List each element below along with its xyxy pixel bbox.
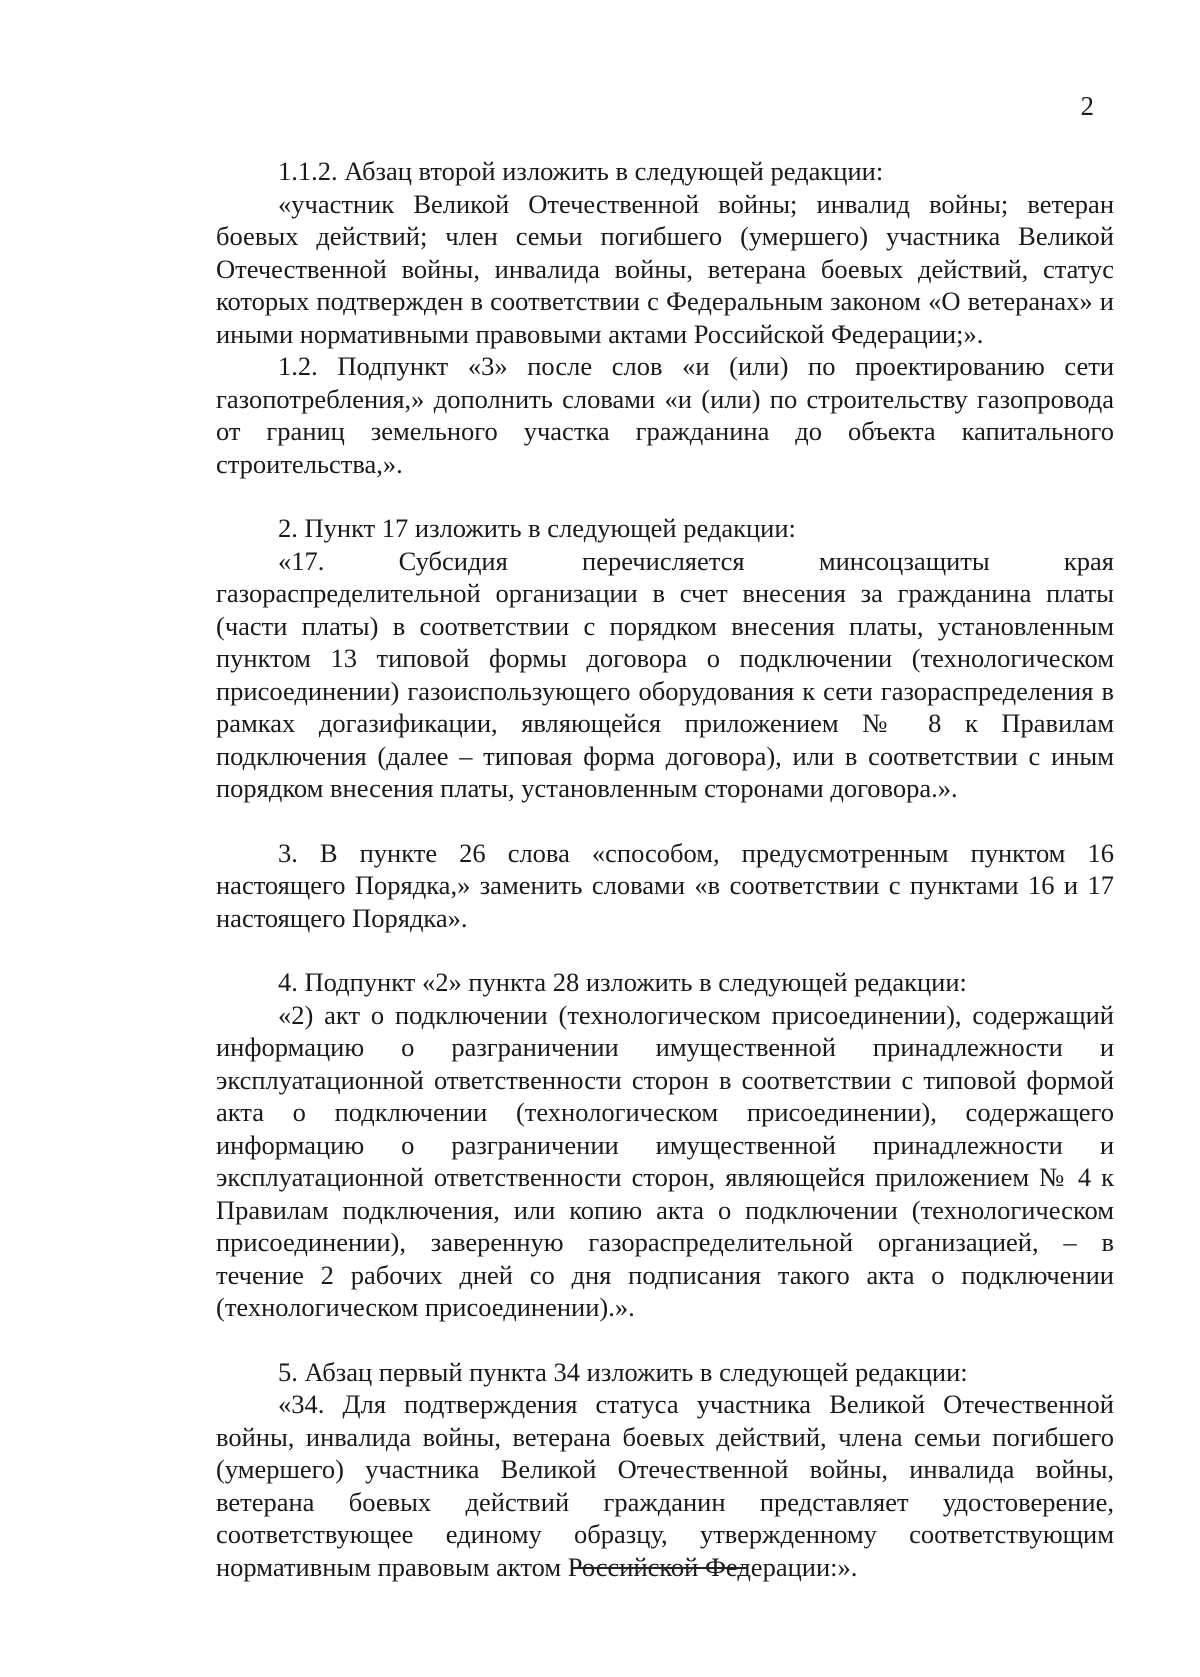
document-body: [216, 155, 1114, 1583]
paragraph-2-heading: 2. Пункт 17 изложить в следующей редакции:: [278, 513, 796, 543]
paragraph-3: 3. В пункте 26 слова «способом, предусмотренным пунктом 16 настоящего Порядка,» заменить словами «в соответствии с пунктами 16 и 17 настоящего Порядка».: [216, 837, 1114, 933]
page-number: 2: [1080, 91, 1094, 121]
paragraph-2-text: «17. Субсидия перечисляется минсоцзащиты края газораспределительной организации в счет внесения за гражданина платы (части платы) в соответствии с порядком внесения платы, установленным пунктом 13 типовой формы договора о подключении (технологическом присоединении) газоиспользующего оборудования к сети газораспределения в рамках догазификации, являющейся приложением № 8 к Правилам подключения (далее – типовая форма договора), или в соответствии с иным порядком внесения платы, установленным сторонами договора.».: [216, 545, 1114, 803]
paragraph-4-text: «2) акт о подключении (технологическом присоединении), содержащий информацию о разграничении имущественной принадлежности и эксплуатационной ответственности сторон в соответствии с типовой формой акта о подключении (технологическом присоединении), содержащего информацию о разграничении имущественной принадлежности и эксплуатационной ответственности сторон, являющейся приложением № 4 к Правилам подключения, или копию акта о подключении (технологическом присоединении), заверенную газораспределительной организацией, – в течение 2 рабочих дней со дня подписания такого акта о подключении (технологическом присоединении).».: [216, 999, 1114, 1322]
end-divider-line: [572, 1567, 747, 1569]
paragraph-1-1-2-text: «участник Великой Отечественной войны; инвалид войны; ветеран боевых действий; член семьи погибшего (умершего) участника Великой Отечественной войны, инвалида войны, ветерана боевых действий, статус которых подтвержден в соответствии с Федеральным законом «О ветеранах» и иными нормативными правовыми актами Российской Федерации;».: [216, 188, 1114, 349]
paragraph-1-2: 1.2. Подпункт «3» после слов «и (или) по проектированию сети газопотребления,» дополнить словами «и (или) по строительству газопровода от границ земельного участка гражданина до объекта капитального строительства,».: [216, 351, 1114, 479]
paragraph-5-text: «34. Для подтверждения статуса участника Великой Отечественной войны, инвалида войны, ветерана боевых действий, члена семьи погибшего (умершего) участника Великой Отечественной войны, инвалида войны, ветерана боевых действий гражданин представляет удостоверение, соответствующее единому образцу, утвержденному соответствующим нормативным правовым актом Российской Федерации:».: [216, 1389, 1114, 1582]
paragraph-4-heading: 4. Подпункт «2» пункта 28 изложить в следующей редакции:: [278, 967, 967, 997]
paragraph-1-1-2-heading: 1.1.2. Абзац второй изложить в следующей редакции:: [278, 156, 884, 186]
paragraph-5-heading: 5. Абзац первый пункта 34 изложить в следующей редакции:: [278, 1356, 968, 1387]
